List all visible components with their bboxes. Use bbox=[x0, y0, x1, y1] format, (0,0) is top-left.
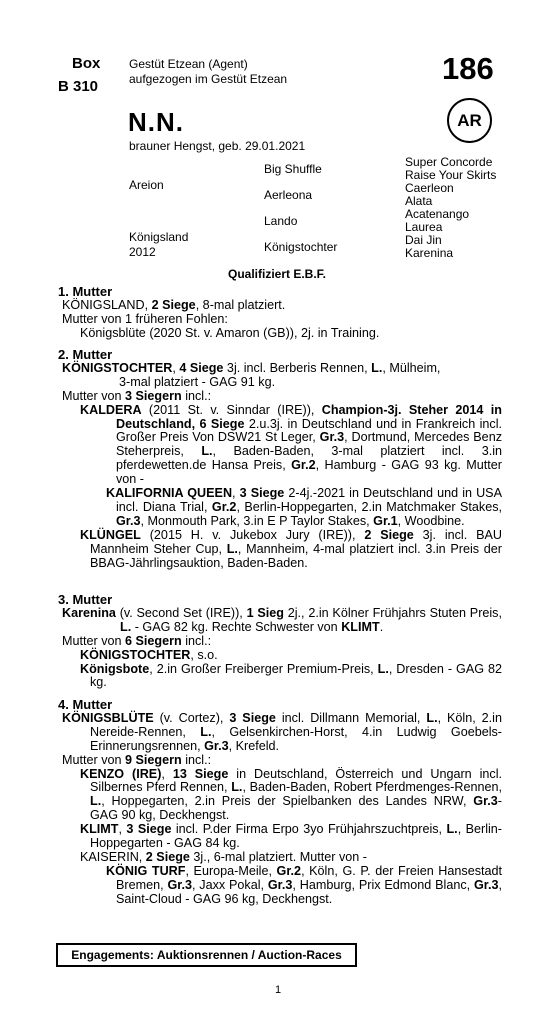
horse-description: brauner Hengst, geb. 29.01.2021 bbox=[129, 139, 306, 153]
pedigree-gen3: Acatenango bbox=[405, 207, 470, 221]
page-number: 1 bbox=[275, 984, 282, 996]
pedigree-gen3: Laurea bbox=[405, 220, 443, 234]
pedigree-gen3: Karenina bbox=[405, 246, 454, 260]
dam-name: KÖNIGSBLÜTE bbox=[62, 710, 154, 725]
section-heading: 3. Mutter bbox=[58, 592, 113, 607]
pedigree-gen3: Dai Jin bbox=[405, 233, 442, 247]
box-number: B 310 bbox=[58, 78, 99, 95]
raised-at: aufgezogen im Gestüt Etzean bbox=[129, 72, 288, 86]
pedigree-gen3: Super Concorde bbox=[405, 155, 493, 169]
section-first-dam: 1. Mutter KÖNIGSLAND, 2 Siege, 8-mal platziert. Mutter von 1 früheren Fohlen: Königsblüte (2020 St. v. Amaron (GB)), 2j. in Training. bbox=[58, 285, 502, 341]
dam-name: KÖNIGSTOCHTER bbox=[62, 360, 173, 375]
list-item: KAISERIN, 2 Siege 3j., 6-mal platziert. Mutter von - bbox=[80, 849, 367, 864]
list-item: Königsbote, 2.in Großer Freiberger Premium-Preis, L., Dresden - GAG 82 kg. bbox=[80, 661, 502, 690]
list-item: KLÜNGEL (2015 H. v. Jukebox Jury (IRE)), 2 Siege 3j. incl. BAU Mannheim Steher Cup, L., Mannheim, 4-mal platziert incl. 3.in Preis der BBAG-Jährlingsauktion, Baden-Baden. bbox=[80, 527, 502, 570]
qualification: Qualifiziert E.B.F. bbox=[228, 267, 327, 281]
section-fourth-dam: 4. Mutter KÖNIGSBLÜTE (v. Cortez), 3 Siege incl. Dillmann Memorial, L., Köln, 2.in Nereide-Rennen, L., Gelsenkirchen-Horst, 4.in Ludwig Goebels-Erinnerungsrennen, Gr.3, Krefeld. Mutter von 9 Siegern incl.: KENZO (IRE), 13 Siege in Deutschland, Österreich und Ungarn incl. Silbernes Pferd Rennen, L., Baden-Baden, Robert Pferdmenges-Rennen, L., Hoppegarten, 2.in Preis der Spielbanken des Landes NRW, Gr.3- GAG 90 kg, Deckhengst. KLIMT, 3 Siege incl. P.der Firma Erpo 3yo Frühjahrszuchtpreis, L., Berlin-Hoppegarten - GAG 84 kg. KAISERIN, 2 Siege 3j., 6-mal platziert. Mutter von - KÖNIG TURF, Europa-Meile, Gr.2, Köln, G. P. der Freien Hansestadt Bremen, Gr.3, Jaxx Pokal, Gr.3, Hamburg, Prix Edmond Blanc, Gr.3, Saint-Cloud - GAG 96 kg, Deckhengst. bbox=[58, 697, 503, 906]
list-item: KLIMT, 3 Siege incl. P.der Firma Erpo 3yo Frühjahrszuchtpreis, L., Berlin-Hoppegarten - GAG 84 kg. bbox=[80, 822, 503, 851]
list-item: KENZO (IRE), 13 Siege in Deutschland, Österreich und Ungarn incl. Silbernes Pferd Rennen, L., Baden-Baden, Robert Pferdmenges-Rennen, L., Hoppegarten, 2.in Preis der Spielbanken des Landes NRW, Gr.3- GAG 90 kg, Deckhengst. bbox=[80, 766, 502, 823]
lot-number: 186 bbox=[442, 51, 494, 86]
list-item: KALIFORNIA QUEEN, 3 Siege 2-4j.-2021 in Deutschland und in USA incl. Diana Trial, Gr.2, Berlin-Hoppegarten, 2.in Matchmaker Stakes, Gr.3, Monmouth Park, 3.in E P Taylor Stakes, Gr.1, Woodbine. bbox=[106, 486, 502, 528]
pedigree-gen2: Königstochter bbox=[264, 240, 338, 254]
section-third-dam: 3. Mutter Karenina (v. Second Set (IRE)), 1 Sieg 2j., 2.in Kölner Frühjahrs Stuten Preis, L. - GAG 82 kg. Rechte Schwester von KLIMT. Mutter von 6 Siegern incl.: KÖNIGSTOCHTER, s.o. Königsbote, 2.in Großer Freiberger Premium-Preis, L., Dresden - GAG 82 kg. bbox=[58, 592, 502, 690]
pedigree-sire: Areion bbox=[129, 178, 164, 192]
pedigree-gen3: Alata bbox=[405, 194, 433, 208]
list-item: KÖNIGSTOCHTER, s.o. bbox=[80, 647, 218, 662]
pedigree-gen2: Aerleona bbox=[264, 188, 313, 202]
section-heading: 2. Mutter bbox=[58, 347, 113, 362]
pedigree-dam-year: 2012 bbox=[129, 245, 156, 259]
pedigree-gen2: Big Shuffle bbox=[264, 162, 322, 176]
consignor: Gestüt Etzean (Agent) bbox=[129, 57, 248, 71]
pedigree-gen3: Caerleon bbox=[405, 181, 454, 195]
list-item: KÖNIG TURF, Europa-Meile, Gr.2, Köln, G. P. der Freien Hansestadt Bremen, Gr.3, Jaxx Pokal, Gr.3, Hamburg, Prix Edmond Blanc, Gr.3, Saint-Cloud - GAG 96 kg, Deckhengst. bbox=[106, 863, 502, 906]
section-heading: 1. Mutter bbox=[58, 284, 113, 299]
dam-name: Karenina bbox=[62, 605, 116, 620]
engagements-box: Engagements: Auktionsrennen / Auction-Races bbox=[56, 943, 357, 967]
pedigree-gen3: Raise Your Skirts bbox=[405, 168, 497, 182]
ar-badge: AR bbox=[447, 98, 492, 143]
pedigree-gen2: Lando bbox=[264, 214, 298, 228]
list-item: KALDERA (2011 St. v. Sinndar (IRE)), Champion-3j. Steher 2014 in Deutschland, 6 Siege 2.u.3j. in Deutschland und in Frankreich incl. Großer Preis Von DSW21 St Leger, Gr.3, Dortmund, Mercedes Benz Steherpreis, L., Baden-Baden, 3-mal platziert incl. 3.in pferdewetten.de Hansa Preis, Gr.2, Hamburg - GAG 93 kg. Mutter von - bbox=[80, 402, 503, 487]
box-label: Box bbox=[72, 55, 101, 72]
horse-name: N.N. bbox=[128, 107, 184, 137]
dam-name: KÖNIGSLAND, bbox=[62, 297, 149, 312]
pedigree-dam: Königsland bbox=[129, 230, 189, 244]
section-heading: 4. Mutter bbox=[58, 697, 113, 712]
section-second-dam: 2. Mutter KÖNIGSTOCHTER, 4 Siege 3j. incl. Berberis Rennen, L., Mülheim, 3-mal platziert - GAG 91 kg. Mutter von 3 Siegern incl.: KALDERA (2011 St. v. Sinndar (IRE)), Champion-3j. Steher 2014 in Deutschland, 6 Siege 2.u.3j. in Deutschland und in Frankreich incl. Großer Preis Von DSW21 St Leger, Gr.3, Dortmund, Mercedes Benz Steherpreis, L., Baden-Baden, 3-mal platziert incl. 3.in pferdewetten.de Hansa Preis, Gr.2, Hamburg - GAG 93 kg. Mutter von - KALIFORNIA QUEEN, 3 Siege 2-4j.-2021 in Deutschland und in USA incl. Diana Trial, Gr.2, Berlin-Hoppegarten, 2.in Matchmaker Stakes, Gr.3, Monmouth Park, 3.in E P Taylor Stakes, Gr.1, Woodbine. KLÜNGEL (2015 H. v. Jukebox Jury (IRE)), 2 Siege 3j. incl. BAU Mannheim Steher Cup, L., Mannheim, 4-mal platziert incl. 3.in Preis der BBAG-Jährlingsauktion, Baden-Baden. bbox=[58, 347, 503, 570]
